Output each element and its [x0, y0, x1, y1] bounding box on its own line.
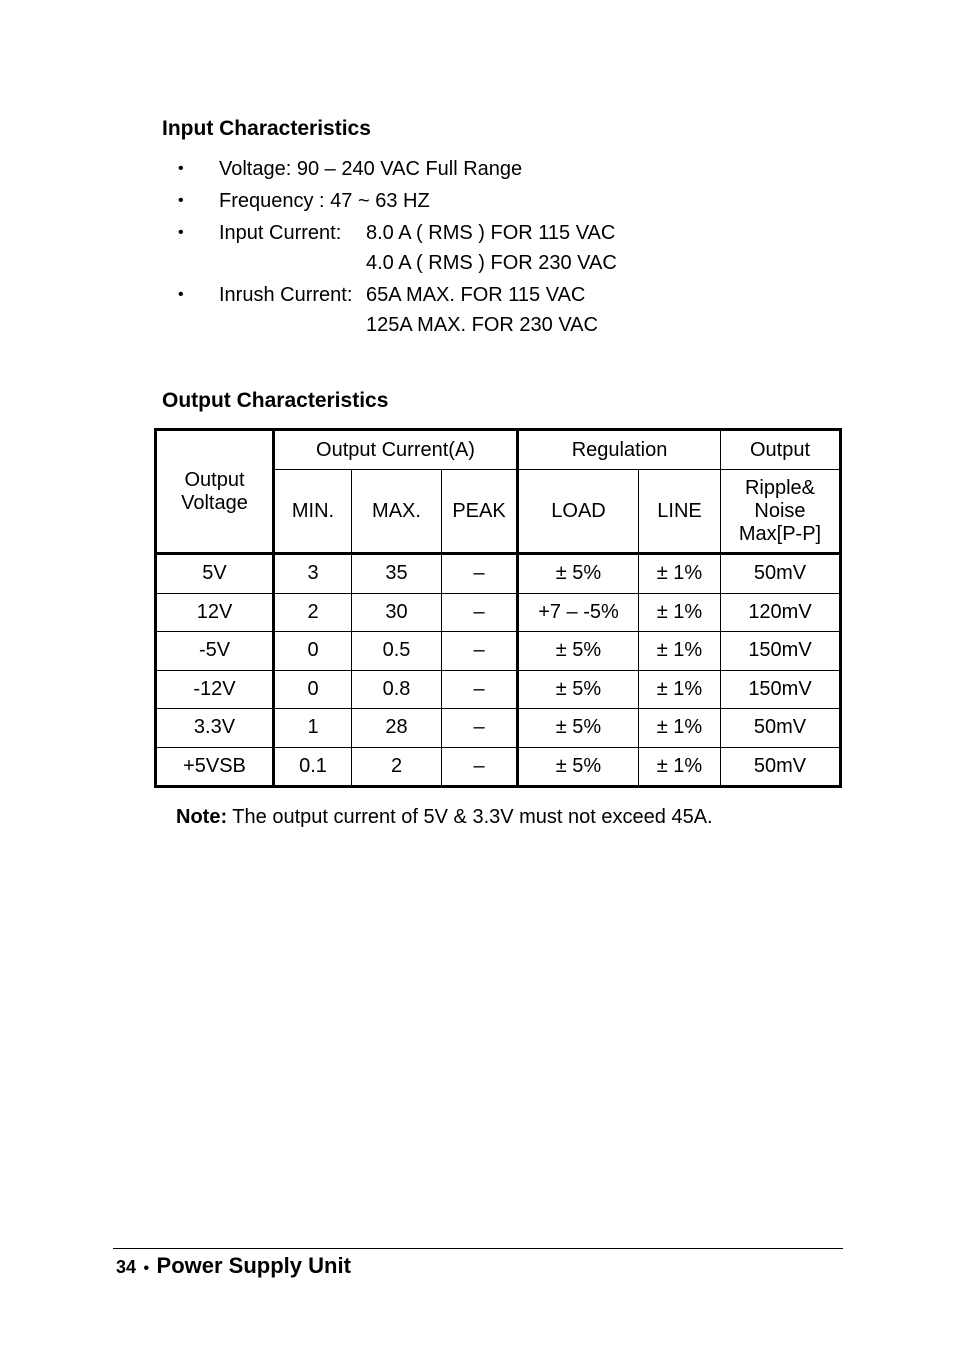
input-current-line2: 4.0 A ( RMS ) FOR 230 VAC	[366, 252, 617, 274]
min-cell: 2	[274, 593, 352, 632]
load-cell: ± 5%	[518, 709, 639, 748]
ripple-cell: 120mV	[721, 593, 841, 632]
voltage-cell: 3.3V	[156, 709, 274, 748]
peak-cell: –	[442, 670, 518, 709]
page-footer	[116, 1253, 351, 1279]
min-cell: 1	[274, 709, 352, 748]
line-header: LINE	[639, 470, 721, 554]
max-cell: 28	[352, 709, 442, 748]
max-cell: 0.5	[352, 632, 442, 671]
ripple-cell: 50mV	[721, 709, 841, 748]
input-current-line1: 8.0 A ( RMS ) FOR 115 VAC	[366, 222, 616, 244]
bullet-icon: •	[178, 192, 184, 209]
load-cell: ± 5%	[518, 632, 639, 671]
note-text: The output current of 5V & 3.3V must not exceed 45A.	[227, 806, 713, 828]
inrush-current-text	[219, 282, 585, 308]
footer-title: Power Supply Unit	[156, 1253, 351, 1278]
load-cell: ± 5%	[518, 670, 639, 709]
min-cell: 3	[274, 554, 352, 594]
bullet-icon: •	[178, 160, 184, 177]
peak-cell: –	[442, 632, 518, 671]
load-cell: +7 – -5%	[518, 593, 639, 632]
table-row	[156, 554, 841, 594]
ripple-cell: 50mV	[721, 747, 841, 787]
table-row	[156, 747, 841, 787]
peak-cell: –	[442, 709, 518, 748]
input-current-label: Input Current:	[219, 222, 342, 244]
input-characteristics-title: Input Characteristics	[162, 117, 371, 140]
line-cell: ± 1%	[639, 632, 721, 671]
bullet-icon: •	[143, 1260, 150, 1277]
min-header: MIN.	[274, 470, 352, 554]
voltage-cell: +5VSB	[156, 747, 274, 787]
max-cell: 35	[352, 554, 442, 594]
line-cell: ± 1%	[639, 709, 721, 748]
max-cell: 2	[352, 747, 442, 787]
inrush-current-line1: 65A MAX. FOR 115 VAC	[366, 284, 586, 306]
ripple-noise-header: Ripple& Noise Max[P-P]	[721, 470, 841, 554]
min-cell: 0	[274, 632, 352, 671]
output-header: Output	[721, 430, 841, 470]
peak-header: PEAK	[442, 470, 518, 554]
ripple-cell: 50mV	[721, 554, 841, 594]
table-row	[156, 670, 841, 709]
note-label: Note:	[176, 806, 228, 828]
inrush-current-line2: 125A MAX. FOR 230 VAC	[366, 314, 598, 336]
line-cell: ± 1%	[639, 670, 721, 709]
inrush-current-label: Inrush Current:	[219, 284, 353, 306]
output-characteristics-table	[154, 428, 842, 788]
peak-cell: –	[442, 747, 518, 787]
regulation-header: Regulation	[518, 430, 721, 470]
load-cell: ± 5%	[518, 554, 639, 594]
frequency-text: Frequency : 47 ~ 63 HZ	[219, 190, 430, 212]
line-cell: ± 1%	[639, 554, 721, 594]
output-characteristics-title: Output Characteristics	[162, 389, 389, 412]
voltage-text: Voltage: 90 – 240 VAC Full Range	[219, 158, 523, 180]
voltage-cell: -12V	[156, 670, 274, 709]
input-current-text	[219, 220, 615, 246]
table-row	[156, 593, 841, 632]
table-row	[156, 709, 841, 748]
footer-divider	[113, 1248, 843, 1249]
min-cell: 0	[274, 670, 352, 709]
peak-cell: –	[442, 554, 518, 594]
voltage-cell: 5V	[156, 554, 274, 594]
max-header: MAX.	[352, 470, 442, 554]
max-cell: 30	[352, 593, 442, 632]
load-header: LOAD	[518, 470, 639, 554]
table-row	[156, 632, 841, 671]
note	[176, 806, 713, 829]
output-current-header: Output Current(A)	[274, 430, 518, 470]
max-cell: 0.8	[352, 670, 442, 709]
output-voltage-header: Output Voltage	[156, 430, 274, 554]
bullet-icon: •	[178, 224, 184, 241]
voltage-cell: -5V	[156, 632, 274, 671]
bullet-icon: •	[178, 286, 184, 303]
page-number: 34	[116, 1257, 137, 1277]
line-cell: ± 1%	[639, 747, 721, 787]
peak-cell: –	[442, 593, 518, 632]
line-cell: ± 1%	[639, 593, 721, 632]
load-cell: ± 5%	[518, 747, 639, 787]
min-cell: 0.1	[274, 747, 352, 787]
ripple-cell: 150mV	[721, 670, 841, 709]
ripple-cell: 150mV	[721, 632, 841, 671]
voltage-cell: 12V	[156, 593, 274, 632]
